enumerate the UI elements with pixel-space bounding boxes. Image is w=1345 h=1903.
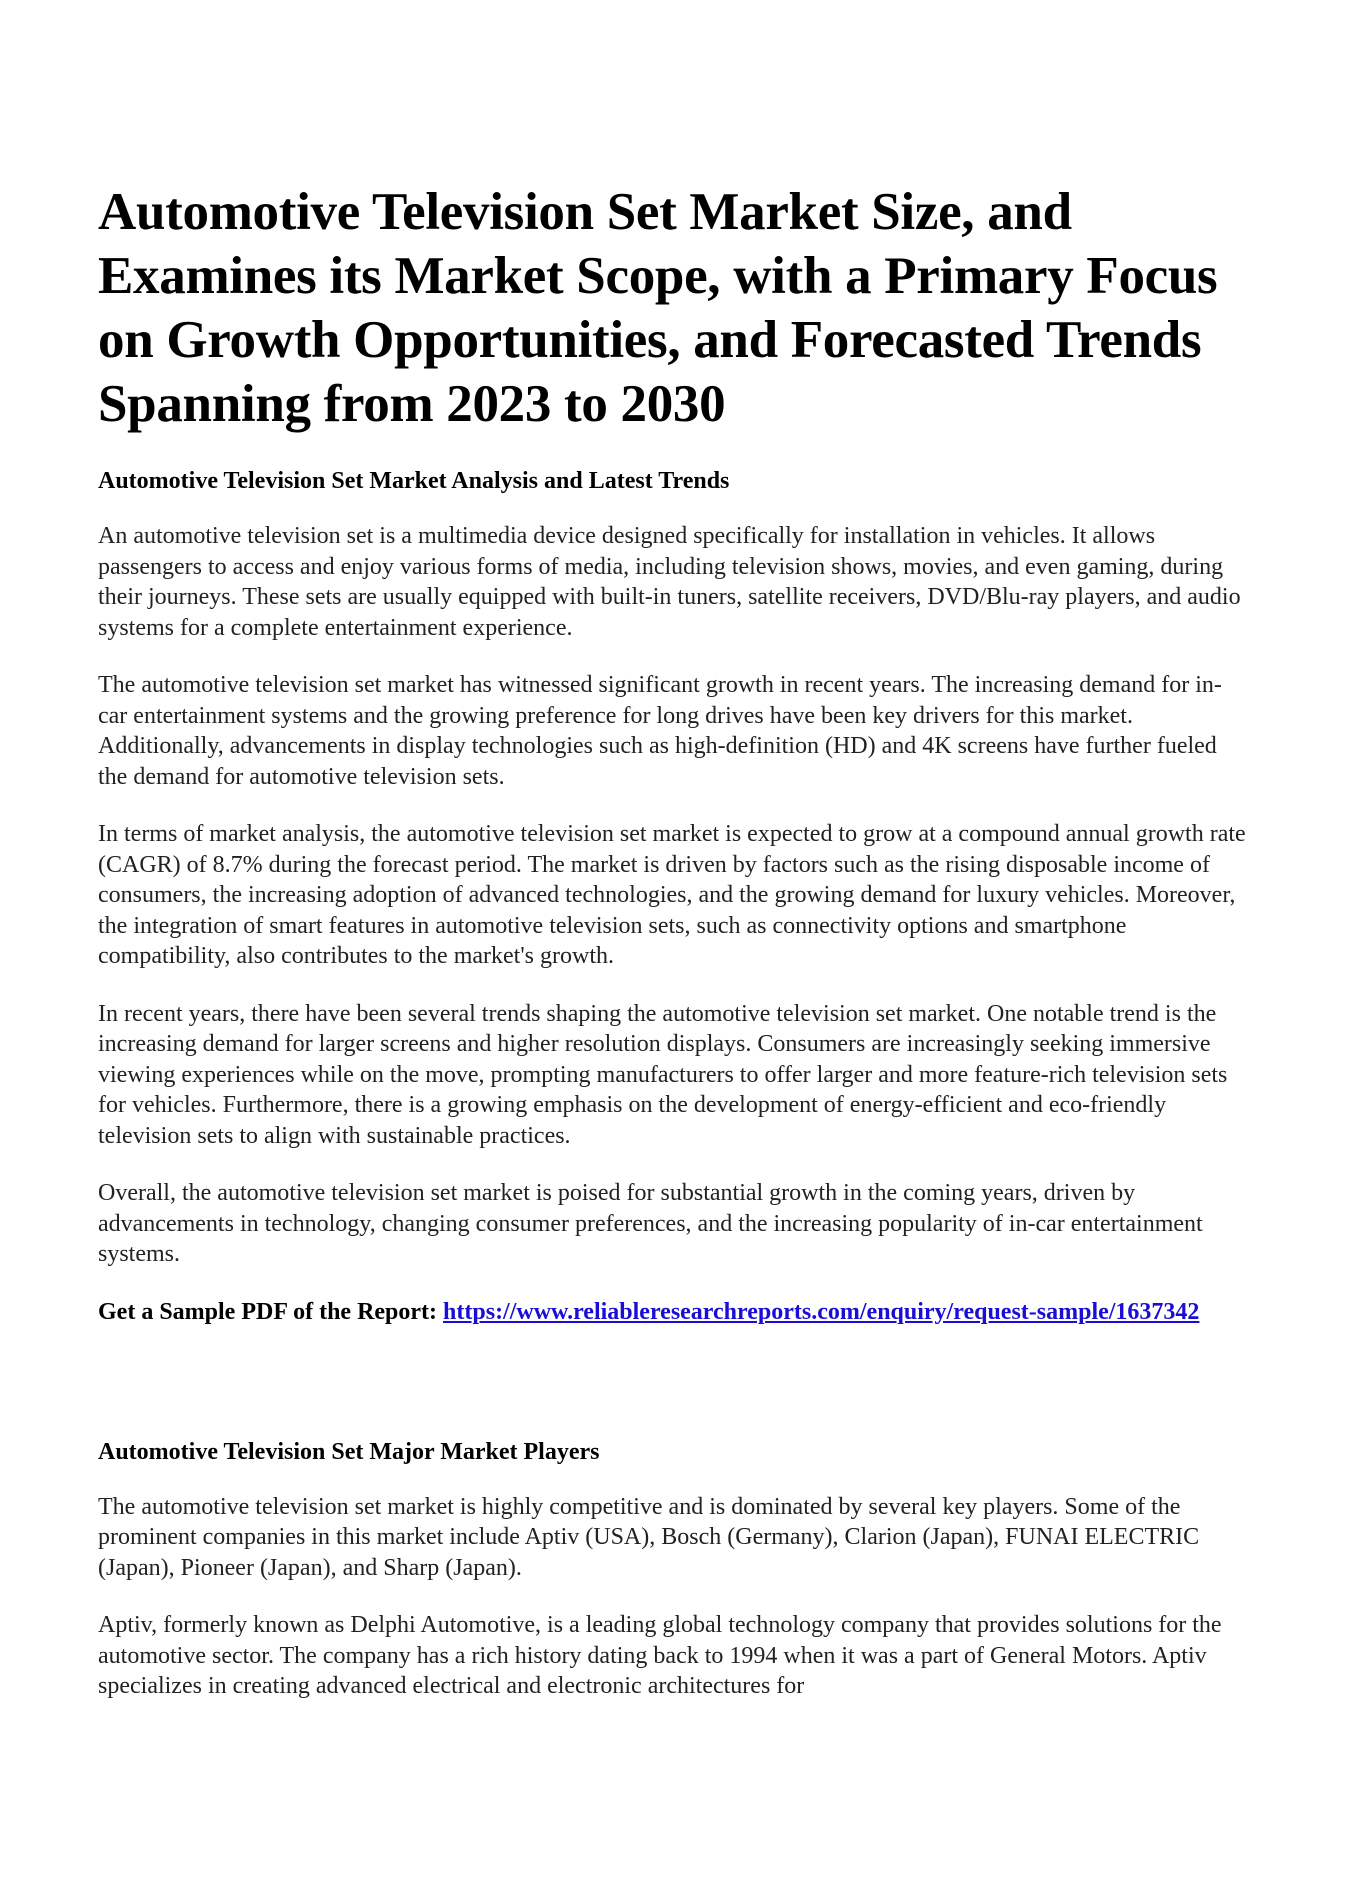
document-title: Automotive Television Set Market Size, and Examines its Market Scope, with a Primary Focus on Growth Opportunities, and Forecasted Trends Spanning from 2023 to 2030 — [98, 183, 1218, 433]
section-heading-analysis: Automotive Television Set Market Analysis and Latest Trends — [98, 468, 730, 494]
paragraph: In recent years, there have been several trends shaping the automotive television set market. One notable trend is the increasing demand for larger screens and higher resolution displays. Consumers are increasingly seeking immersive viewing experiences while on the move, prompting manufacturers to offer larger and more feature-rich television sets for vehicles. Furthermore, there is a growing emphasis on the development of energy-efficient and eco-friendly television sets to align with sustainable practices. — [98, 1000, 1228, 1149]
section-heading-players: Automotive Television Set Major Market Players — [98, 1438, 600, 1465]
paragraph: Aptiv, formerly known as Delphi Automotive, is a leading global technology company that provides solutions for the automotive sector. The company has a rich history dating back to 1994 when it was a part of General Motors. Aptiv specializes in creating advanced electrical and electronic architectures for — [98, 1612, 1222, 1699]
sample-pdf-label: Get a Sample PDF of the Report: — [98, 1298, 444, 1325]
paragraph: An automotive television set is a multimedia device designed specifically for installation in vehicles. It allows passengers to access and enjoy various forms of media, including television shows, movies, and even gaming, during their journeys. These sets are usually equipped with built-in tuners, satellite receivers, DVD/Blu-ray players, and audio systems for a complete entertainment experience. — [98, 523, 1241, 641]
sample-pdf-line — [98, 1297, 1247, 1327]
paragraph: The automotive television set market has witnessed significant growth in recent years. The increasing demand for in-car entertainment systems and the growing preference for long drives have been key drivers for this market. Additionally, advancements in display technologies such as high-definition (HD) and 4K screens have further fueled the demand for automotive television sets. — [98, 672, 1222, 790]
sample-pdf-link[interactable]: https://www.reliableresearchreports.com/enquiry/request-sample/1637342 — [443, 1298, 1200, 1325]
paragraph: In terms of market analysis, the automotive television set market is expected to grow at a compound annual growth rate (CAGR) of 8.7% during the forecast period. The market is driven by factors such as the rising disposable income of consumers, the increasing adoption of advanced technologies, and the growing demand for luxury vehicles. Moreover, the integration of smart features in automotive television sets, such as connectivity options and smartphone compatibility, also contributes to the market's growth. — [98, 821, 1246, 969]
paragraph: Overall, the automotive television set market is poised for substantial growth in the coming years, driven by advancements in technology, changing consumer preferences, and the increasing popularity of in-car entertainment systems. — [98, 1180, 1203, 1267]
paragraph: The automotive television set market is highly competitive and is dominated by several key players. Some of the prominent companies in this market include Aptiv (USA), Bosch (Germany), Clarion (Japan), FUNAI ELECTRIC (Japan), Pioneer (Japan), and Sharp (Japan). — [98, 1493, 1200, 1581]
